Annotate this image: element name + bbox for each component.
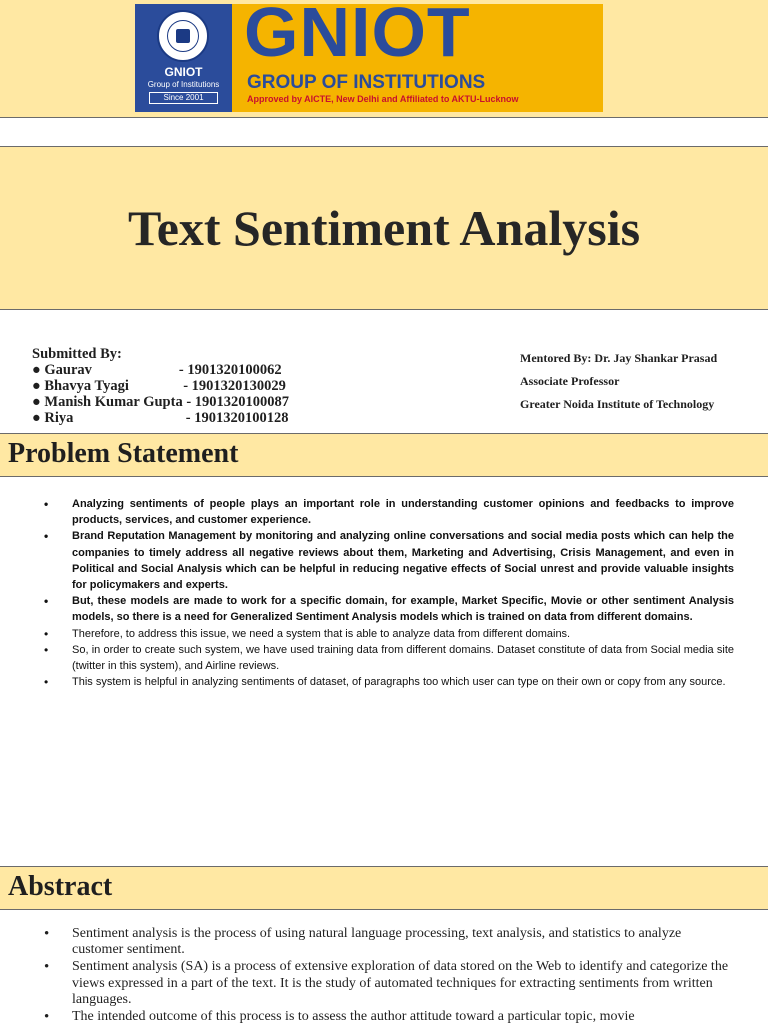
member-line: ● Riya - 1901320100128 bbox=[32, 410, 289, 426]
seal-ring bbox=[167, 20, 199, 52]
mentor-block bbox=[520, 351, 717, 420]
list-item: • Therefore, to address this issue, we need a system that is able to analyze data from different domains. bbox=[44, 626, 734, 642]
document-title: Text Sentiment Analysis bbox=[127, 200, 641, 256]
gniot-logo bbox=[135, 0, 603, 112]
member-line: ● Bhavya Tyagi - 1901320130029 bbox=[32, 378, 286, 394]
list-item: • Brand Reputation Management by monitoring and analyzing online conversations and social media posts which can help the companies to timely address all negative reviews about them, Marketing and Advertising, Crisis Management, and even in Political and Social Analysis which can be helpful in reducing negative effects of Social unrest and provide valuable insights for policymakers and experts. bbox=[44, 528, 734, 593]
mentor-institute: Greater Noida Institute of Technology bbox=[520, 397, 715, 411]
logo-group: GROUP OF INSTITUTIONS bbox=[247, 72, 486, 93]
logo-wordmark: GNIOT bbox=[244, 0, 471, 71]
problem-statement-band bbox=[0, 433, 768, 477]
logo-group-small: Group of Institutions bbox=[147, 80, 220, 89]
list-item: • Sentiment analysis is the process of using natural language processing, text analysis, and statistics to analyze customer sentiment. bbox=[44, 926, 734, 958]
logo-emblem-panel bbox=[135, 4, 232, 112]
problem-statement-heading: Problem Statement bbox=[8, 438, 239, 469]
seal-emblem bbox=[176, 29, 190, 43]
list-item: • This system is helpful in analyzing sentiments of dataset, of paragraphs too which user can type on their own or copy from any source. bbox=[44, 674, 734, 690]
logo-approval-line: Approved by AICTE, New Delhi and Affiliated to AKTU-Lucknow bbox=[247, 94, 519, 104]
header-band bbox=[0, 0, 768, 118]
submitted-by-block bbox=[32, 346, 289, 426]
member-line: ● Gaurav - 1901320100062 bbox=[32, 362, 282, 378]
list-item: • The intended outcome of this process is to assess the author attitude toward a particular topic, movie bbox=[44, 1009, 734, 1025]
submitted-heading: Submitted By: bbox=[32, 346, 122, 362]
list-item: • So, in order to create such system, we have used training data from different domains. Dataset constitute of data from Social media site (twitter in this system), and Airline reviews. bbox=[44, 642, 734, 674]
title-band bbox=[0, 146, 768, 310]
list-item: • But, these models are made to work for a specific domain, for example, Market Specific, Movie or other sentiment Analysis models, so there is a need for Generalized Sentiment Analysis models which is trained on data from different domains. bbox=[44, 593, 734, 625]
logo-name-small: GNIOT bbox=[164, 65, 203, 79]
abstract-heading: Abstract bbox=[8, 871, 113, 902]
institution-seal-icon bbox=[157, 10, 209, 62]
abstract-band bbox=[0, 866, 768, 910]
list-item: • Sentiment analysis (SA) is a process of extensive exploration of data stored on the Web to identify and categorize the views expressed in a part of the text. It is the study of automated techniques for extracting sentiments from written languages. bbox=[44, 959, 734, 1008]
problem-statement-list bbox=[44, 496, 734, 690]
mentor-designation: Associate Professor bbox=[520, 374, 620, 388]
member-line: ● Manish Kumar Gupta - 1901320100087 bbox=[32, 394, 290, 410]
mentor-name: Mentored By: Dr. Jay Shankar Prasad bbox=[520, 351, 718, 365]
logo-since: Since 2001 bbox=[149, 92, 218, 104]
list-item: • Analyzing sentiments of people plays an important role in understanding customer opinions and feedbacks to improve products, services, and customer experience. bbox=[44, 496, 734, 528]
abstract-list bbox=[44, 926, 734, 1026]
